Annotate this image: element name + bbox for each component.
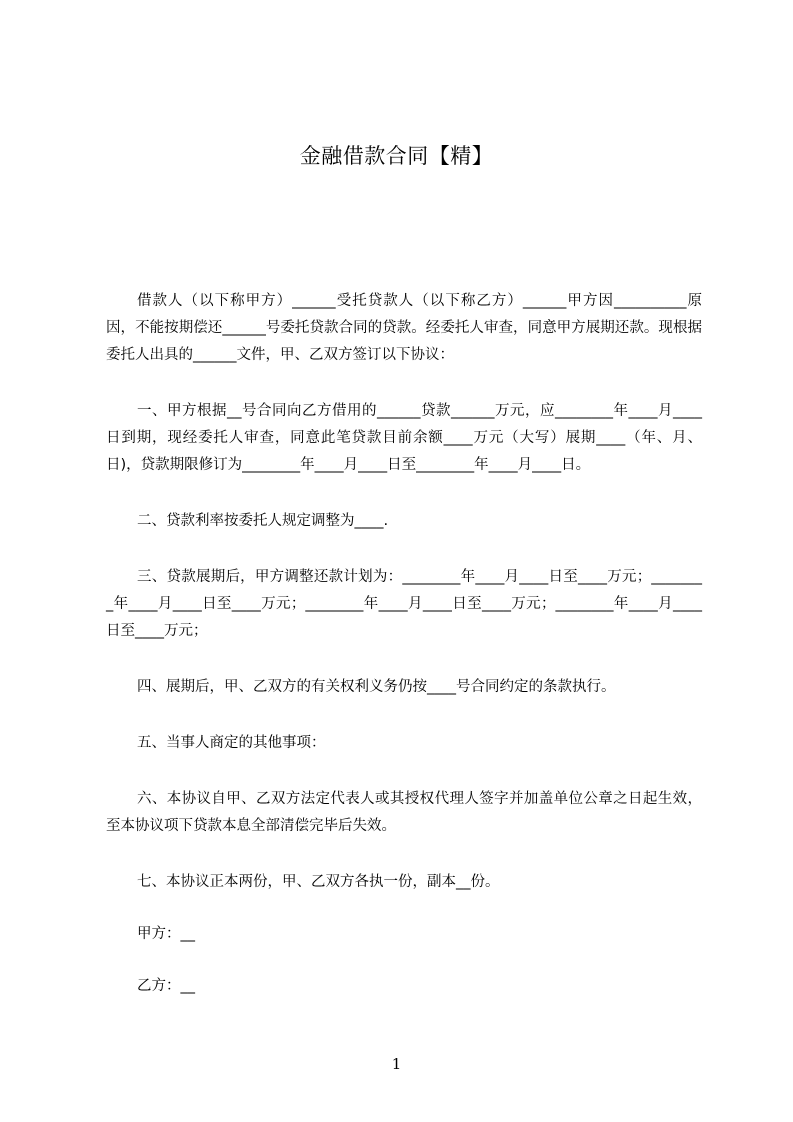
page-number: 1 bbox=[391, 1055, 402, 1073]
clause-3-paragraph: 三、贷款展期后，甲方调整还款计划为：________年____月____日至____万元；________年____月____日至____万元；________年____月____日至____万元；________年____月____日至____万元； bbox=[106, 569, 702, 639]
clause-6-paragraph: 六、本协议自甲、乙双方法定代表人或其授权代理人签字并加盖单位公章之日起生效，至本协议项下贷款本息全部清偿完毕后失效。 bbox=[106, 791, 702, 834]
intro-paragraph: 借款人（以下称甲方）______受托贷款人（以下称乙方）______甲方因__________原因，不能按期偿还______号委托贷款合同的贷款。经委托人审查，同意甲方展期还款。现根据委托人出具的______文件，甲、乙双方签订以下协议： bbox=[106, 293, 702, 363]
clause-4-paragraph: 四、展期后，甲、乙双方的有关权利义务仍按____号合同约定的条款执行。 bbox=[137, 679, 616, 695]
party-a-signature: 甲方：__ bbox=[137, 926, 195, 942]
party-b-signature: 乙方：__ bbox=[137, 978, 195, 994]
document-title: 金融借款合同【精】 bbox=[299, 144, 494, 168]
clause-1-paragraph: 一、甲方根据__号合同向乙方借用的______贷款______万元，应________年____月____日到期，现经委托人审查，同意此笔贷款目前余额____万元（大写）展期____（年、月、日)，贷款期限修订为________年____月____日至________年____月____日。 bbox=[106, 403, 702, 473]
clause-5-paragraph: 五、当事人商定的其他事项： bbox=[137, 735, 326, 751]
clause-2-paragraph: 二、贷款利率按委托人规定调整为____. bbox=[137, 513, 389, 529]
document-body bbox=[106, 288, 702, 1000]
clause-7-paragraph: 七、本协议正本两份，甲、乙双方各执一份，副本__份。 bbox=[137, 874, 500, 890]
